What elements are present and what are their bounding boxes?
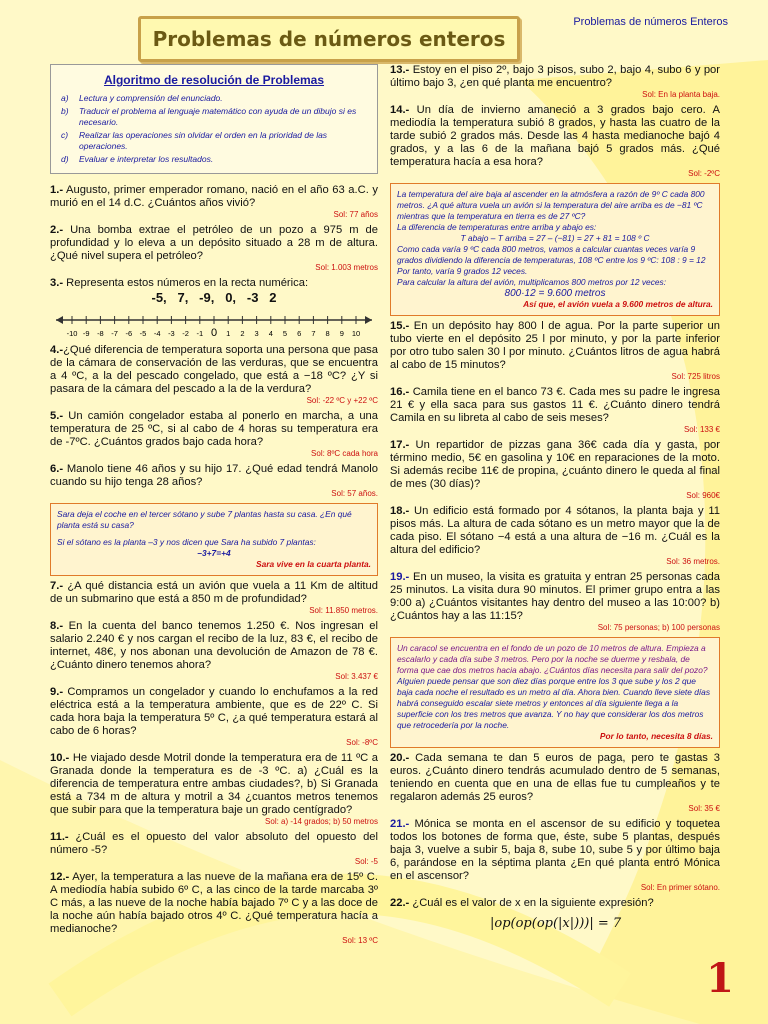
problem-number: 1.-	[50, 184, 64, 196]
number-line-label: 2	[240, 329, 245, 338]
example-line: Alguien puede pensar que son diez días porque entre los 3 que sube y los 2 que baja cada noche el resultado es un metro al día. Ahora bien. Cuando lleve siete días habrá conseguido escalar siete metros y entonces al día siguiente llega a la superficie con los tres metros que avanza. Y no hay que considerar los dos metros que retrocedería por la noche.	[397, 676, 711, 730]
number-line-label: 7	[311, 329, 316, 338]
problem-number: 18.-	[390, 505, 410, 517]
solution: Sol: -2ºC	[688, 169, 720, 178]
solution: Sol: -8ºC	[346, 738, 378, 747]
algorithm-step	[61, 93, 367, 104]
problem-text: Un repartidor de pizzas gana 36€ cada día y gasta, por término medio, 5€ en gasolina y 10€ en reparaciones de la moto. Si además recibe 11€ de propina, ¿cuánto dinero le queda al final de mes (30 días)?	[390, 439, 720, 490]
problem-number: 17.-	[390, 439, 410, 451]
problem-15	[390, 320, 720, 372]
number-line	[50, 308, 378, 342]
right-arrow-icon	[365, 316, 372, 324]
problem-3	[50, 277, 378, 290]
number-line-label: 1	[226, 329, 231, 338]
solution: Sol: 8ºC cada hora	[311, 449, 378, 458]
number-line-label: -2	[182, 329, 189, 338]
problem-11	[50, 831, 378, 857]
problem-5	[50, 410, 378, 449]
problem-4	[50, 344, 378, 396]
problem-number: 20.-	[390, 752, 410, 764]
algorithm-step	[61, 106, 367, 128]
solution: Sol: En primer sótano.	[640, 883, 720, 892]
problem-19	[390, 571, 720, 623]
step-text: Lectura y comprensión del enunciado.	[79, 93, 223, 103]
number-line-label: -6	[125, 329, 133, 338]
example-box-snail	[390, 637, 720, 748]
solution: Sol: 57 años.	[331, 489, 378, 498]
solution: Sol: -22 ºC y +22 ºC	[306, 396, 378, 405]
problem-number: 19.-	[390, 571, 410, 583]
numbers-to-plot: -5, 7, -9, 0, -3 2	[151, 290, 277, 305]
number-line-label: 5	[282, 329, 288, 338]
step-text: Evaluar e interpretar los resultados.	[79, 154, 214, 164]
problem-text: Compramos un congelador y cuando lo enchufamos a la red eléctrica está a la temperatura ambiente, que es de 22º C. Si cada hora baja la temperatura 5º C, ¿a qué temperatura estará al cabo de 6 horas?	[50, 686, 378, 737]
problem-number: 9.-	[50, 686, 64, 698]
problem-text: He viajado desde Motril donde la temperatura era de 11 ºC a Granada donde la temperatura es de -3 ºC. a) ¿Cuál es la diferencia de temperatura entre ambas ciudades?, b) Si Granada está a 734 m de altura y motril a 34 ¿cuantos metros tenemos que subir para que la temperatura baje un grado centígrado?	[50, 752, 378, 816]
left-column	[50, 64, 378, 950]
step-text: Traducir el problema al lenguaje matemático con ayuda de un dibujo si es necesario.	[79, 106, 357, 127]
number-line-label: 10	[351, 329, 361, 338]
problem-21	[390, 818, 720, 883]
problem-number: 4.-	[50, 344, 64, 356]
problem-18	[390, 505, 720, 557]
number-line-label: -7	[111, 329, 118, 338]
problem-text: ¿A qué distancia está un avión que vuela a 11 Km de altitud de un submarino que está a 850 m de profundidad?	[50, 580, 378, 605]
left-arrow-icon	[56, 316, 63, 324]
solution: Sol: 3.437 €	[335, 672, 378, 681]
problem-number: 5.-	[50, 410, 64, 422]
solution: Sol: -5	[354, 857, 378, 866]
problem-17	[390, 439, 720, 491]
example-answer: Sara vive en la cuarta planta.	[256, 559, 371, 569]
number-line-block	[50, 290, 378, 344]
problem-text: ¿Qué diferencia de temperatura soporta una persona que pasa de la cámara de conservación de las verduras, que se encuentra a 4 ºC, a la del pescado congelado, que está a −18 ºC? ¿Y si pasara de la cámara del pescado a la de la verdura?	[50, 344, 378, 395]
problem-text: Un edificio está formado por 4 sótanos, la planta baja y 11 pisos más. La altura de cada sótano es un metro mayor que la de cada piso. El sótano −4 está a una altura de −16 m. ¿Cuál es la altura del edificio?	[390, 505, 720, 556]
number-line-label: -3	[168, 329, 175, 338]
number-line-label: 0	[210, 327, 218, 339]
number-line-label: -4	[153, 329, 161, 338]
problem-number: 22.-	[390, 897, 410, 909]
problem-8	[50, 620, 378, 672]
example-line: Como cada varía 9 ºC cada 800 metros, vamos a calcular cuantas veces varía 9 grados dividiendo la diferencia de temperaturas, 108 ºC entre los 9 ºC: 108 : 9 = 12 Por tanto, varía 9 grados 12 veces.	[397, 244, 706, 276]
problem-number: 12.-	[50, 871, 70, 883]
problem-text: Una bomba extrae el petróleo de un pozo a 975 m de profundidad y lo eleva a un depósito situado a 28 m de altura. ¿Qué nivel supera el petróleo?	[50, 224, 378, 262]
problem-number: 21.-	[390, 818, 410, 830]
algorithm-step	[61, 130, 367, 152]
problem-text: En un museo, la visita es gratuita y entran 25 personas cada 25 minutos. La visita dura 90 minutos. El primer grupo entra a las 9:00 a) ¿Cuántos visitantes hay dentro del museo a las 10:00? b) ¿Cuántos hay a las 11:15?	[390, 571, 720, 622]
algorithm-title: Algoritmo de resolución de Problemas	[103, 73, 325, 87]
step-marker: b)	[61, 106, 69, 116]
solution: Sol: 133 €	[683, 425, 720, 434]
problem-number: 10.-	[50, 752, 70, 764]
problem-number: 7.-	[50, 580, 64, 592]
example-line: La diferencia de temperaturas entre arriba y abajo es:	[397, 222, 597, 232]
problem-text: Camila tiene en el banco 73 €. Cada mes su padre le ingresa 21 € y ella saca para sus gastos 11 €. ¿Cuánto dinero tendrá Camila en su libreta al cabo de seis meses?	[390, 386, 720, 424]
problem-text: Mónica se monta en el ascensor de su edificio y toquetea todos los botones de forma que, éste, sube 5 plantas, después baja 3, vuelve a subir 5, baja 8, sube 10, sube 5 y por último baja 6, parándose en la séptima planta ¿En qué planta entró Mónica en el ascensor?	[390, 818, 720, 882]
solution: Sol: En la planta baja.	[642, 90, 720, 99]
solution: Sol: 725 litros	[671, 372, 720, 381]
example-equation: 800·12 = 9.600 metros	[504, 288, 606, 299]
page-number: 1	[706, 955, 734, 1002]
problem-number: 16.-	[390, 386, 410, 398]
example-question: La temperatura del aire baja al ascender en la atmósfera a razón de 9º C cada 800 metros. ¿A qué altura vuela un avión si la temperatura del aire arriba es de −81 ºC mientras que la temperatura en tierra es de 27 ºC?	[397, 189, 705, 221]
problem-1	[50, 184, 378, 210]
number-line-label: 3	[254, 329, 259, 338]
algorithm-steps	[61, 93, 367, 165]
example-line: Si el sótano es la planta –3 y nos dicen que Sara ha subido 7 plantas:	[57, 537, 316, 547]
number-line-label: -9	[82, 329, 90, 338]
example-line: Para calcular la altura del avión, multiplicamos 800 metros por 12 veces:	[397, 277, 667, 287]
problem-number: 6.-	[50, 463, 64, 475]
problem-6	[50, 463, 378, 489]
problem-text: Manolo tiene 46 años y su hijo 17. ¿Qué edad tendrá Manolo cuando su hijo tenga 28 años?	[50, 463, 378, 488]
example-box-sara	[50, 503, 378, 576]
number-line-label: 4	[268, 329, 273, 338]
example-question: Sara deja el coche en el tercer sótano y sube 7 plantas hasta su casa. ¿En qué planta está su casa?	[57, 509, 352, 530]
example-box-airplane	[390, 183, 720, 316]
number-line-label: 9	[339, 329, 344, 338]
solution: Sol: 35 €	[688, 804, 720, 813]
example-answer: Por lo tanto, necesita 8 días.	[599, 731, 713, 741]
problem-text: En un depósito hay 800 l de agua. Por la parte superior un tubo vierte en el depósito 25 l por minuto, y por la parte inferior por otro tubo salen 30 l por minuto. ¿Cuántos litros de agua habrá al cabo de 15 minutos?	[390, 320, 720, 371]
header-right-title: Problemas de números Enteros	[573, 16, 728, 28]
problem-text: Cada semana te dan 5 euros de paga, pero te gastas 3 euros. ¿Cuánto dinero tendrás acumulado dentro de 5 semanas, teniendo en cuenta que en una de ellas fue tu cumpleaños y te regalaron además 25 euros?	[390, 752, 720, 803]
example-equation: –3+7=+4	[197, 548, 231, 558]
problem-9	[50, 686, 378, 738]
problem-number: 15.-	[390, 320, 410, 332]
problem-text: Un día de invierno amaneció a 3 grados bajo cero. A mediodía la temperatura subió 8 grados, y hasta las cuatro de la tarde subió 2 grados más. Desde las 4 hasta medianoche bajó 4 grados, y a las 6 de la mañana bajó 5 grados más. ¿Qué temperatura hacía a esa hora?	[390, 104, 720, 168]
problem-12	[50, 871, 378, 936]
algorithm-step	[61, 154, 367, 165]
problem-text: Ayer, la temperatura a las nueve de la mañana era de 15º C. A mediodía había subido 6º C, a las cinco de la tarde marcaba 3º C más, a las nueve de la noche había bajado 7º C y a las doce de la noche aún había bajado otros 4º C. ¿Qué temperatura hacía a medianoche?	[50, 871, 378, 935]
problem-number: 14.-	[390, 104, 410, 116]
algorithm-box	[50, 64, 378, 174]
expression-formula: |op(op(op(|x|)))| = 7	[490, 916, 622, 931]
solution: Sol: 36 metros.	[666, 557, 720, 566]
example-answer: Así que, el avión vuela a 9.600 metros de altura.	[523, 299, 713, 309]
solution: Sol: 75 personas; b) 100 personas	[597, 623, 720, 632]
problem-number: 2.-	[50, 224, 64, 236]
solution: Sol: 11.850 metros.	[309, 606, 378, 615]
step-marker: d)	[61, 154, 69, 164]
number-line-label: 8	[325, 329, 330, 338]
problem-20	[390, 752, 720, 804]
problem-text: Estoy en el piso 2º, bajo 3 pisos, subo 2, bajo 4, subo 6 y por último bajo 3, ¿en qué planta me encuentro?	[390, 64, 720, 89]
number-line-label: -1	[196, 329, 204, 338]
problem-text: Augusto, primer emperador romano, nació en el año 63 a.C. y murió en el 14 d.C. ¿Cuántos años vivió?	[50, 184, 378, 209]
problem-14	[390, 104, 720, 169]
solution: Sol: 77 años	[333, 210, 378, 219]
problem-7	[50, 580, 378, 606]
problem-text: ¿Cuál es el opuesto del valor absoluto del opuesto del número -5?	[50, 831, 378, 856]
problem-number: 3.-	[50, 277, 64, 289]
step-text: Realizar las operaciones sin olvidar el orden en la prioridad de las operaciones.	[79, 130, 328, 151]
solution: Sol: 1.003 metros	[315, 263, 378, 272]
solution: Sol: 960€	[686, 491, 720, 500]
step-marker: a)	[61, 93, 69, 103]
problem-number: 13.-	[390, 64, 410, 76]
page-title-box	[138, 16, 520, 62]
problem-text: Representa estos números en la recta numérica:	[63, 277, 309, 289]
problem-13	[390, 64, 720, 90]
page-title: Problemas de números enteros	[152, 27, 506, 51]
problem-16	[390, 386, 720, 425]
solution: Sol: 13 ºC	[342, 936, 378, 945]
problem-text: Un camión congelador estaba al ponerlo en marcha, a una temperatura de 25 ºC, si al cabo de 4 horas su temperatura era de -7ºC. ¿Cuántos grados bajo cada hora?	[50, 410, 378, 448]
solution: Sol: a) -14 grados; b) 50 metros	[265, 817, 378, 826]
problem-number: 11.-	[50, 831, 69, 843]
number-line-label: -10	[66, 329, 78, 338]
right-column	[390, 64, 720, 931]
problem-number: 8.-	[50, 620, 64, 632]
number-line-label: 6	[297, 329, 302, 338]
problem-2	[50, 224, 378, 263]
problem-22	[390, 897, 720, 910]
number-line-label: -8	[97, 329, 104, 338]
problem-text: En la cuenta del banco tenemos 1.250 €. Nos ingresan el salario 2.240 € y nos cargan el recibo de la luz, 83 €, el recibo de internet, 48€, y nos abonan una devolución de Amazon de 78 €. ¿Cuánto dinero tenemos ahora?	[50, 620, 378, 671]
problem-10	[50, 752, 378, 817]
example-question: Un caracol se encuentra en el fondo de un pozo de 10 metros de altura. Empieza a escalarlo y cada día sube 3 metros. Pero por la noche se duerme y resbala, de forma que cae dos metros hacia abajo. ¿Cuántos días necesita para salir del pozo?	[397, 643, 708, 675]
problem-text: ¿Cuál es el valor de x en la siguiente expresión?	[409, 897, 654, 909]
example-equation: T abajo – T arriba = 27 – (−81) = 27 + 81 = 108 º C	[460, 233, 650, 243]
number-line-label: -5	[139, 329, 147, 338]
step-marker: c)	[61, 130, 69, 140]
